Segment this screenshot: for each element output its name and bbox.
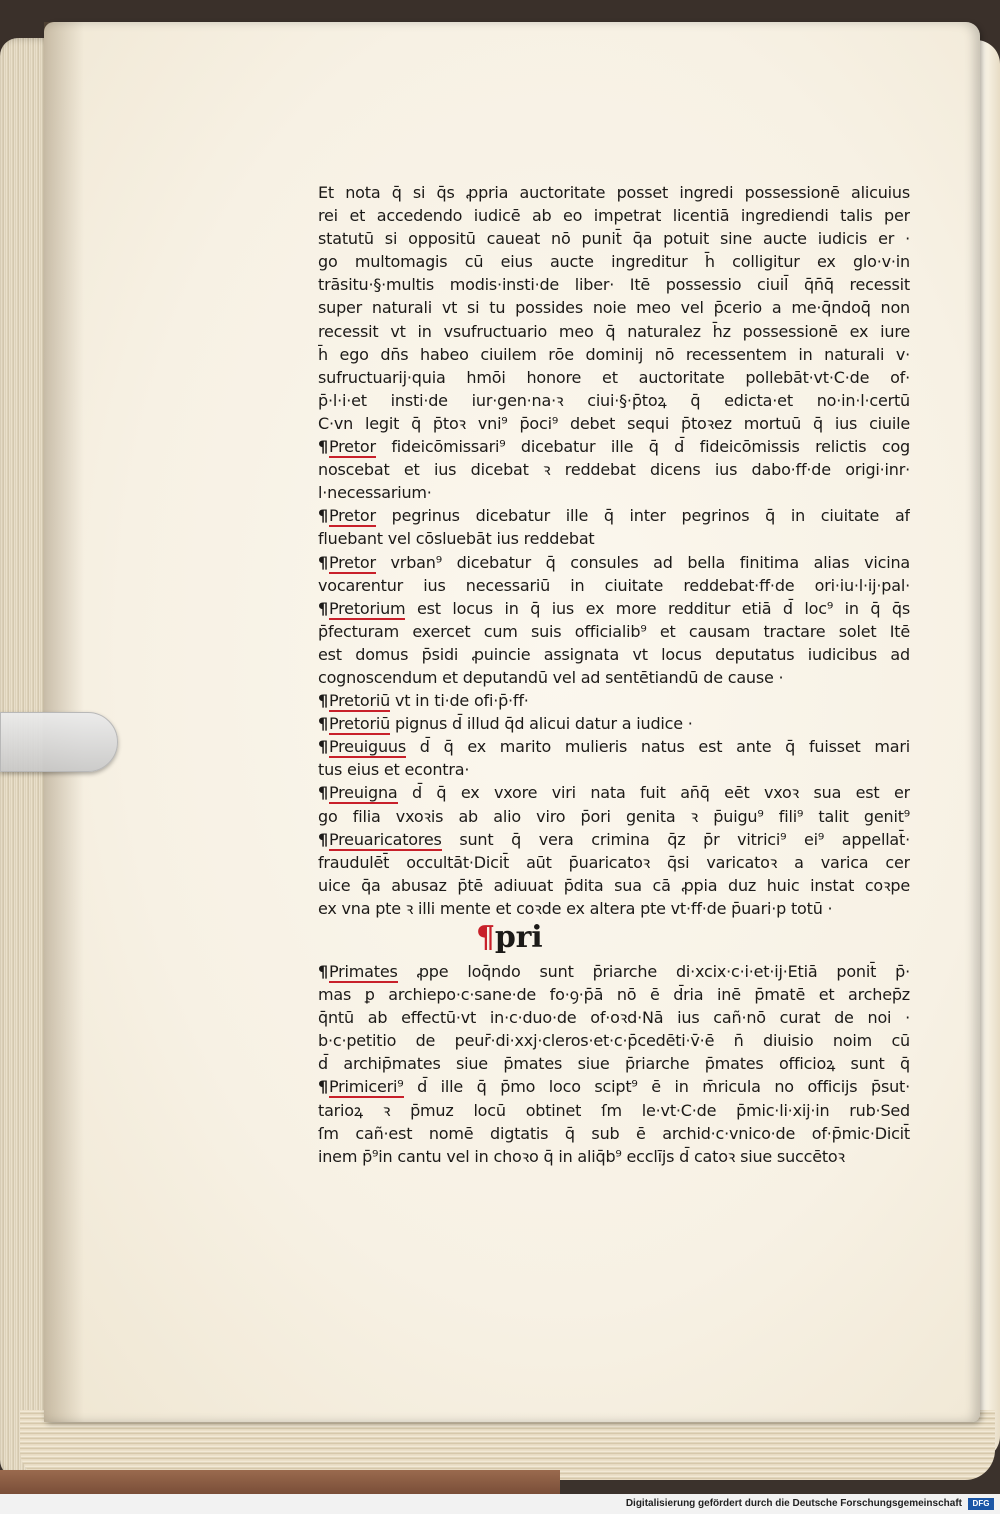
line-text: b·c·petitio de peur̄·di·xxj·cleros·et·c·p̄cedēti·v̄·ē n̄ diuisio noim cū	[318, 1031, 910, 1051]
text-line	[318, 828, 910, 851]
line-text: vt in ti·de ofi·p̄·ff·	[390, 691, 529, 711]
line-text: sufructuarij·quia hmōi honore et auctoritate pollebāt·vt·C·de of·	[318, 367, 910, 387]
text-line	[318, 389, 910, 412]
text-line	[318, 320, 910, 343]
line-text: d̄ ille q̄ p̄mo loco scipt⁹ ē in m̄ricula no officijs p̄sut·	[403, 1077, 910, 1097]
text-line	[318, 458, 910, 481]
line-text: statutū si oppositū caueat nō punit̄ q̄a potuit sine aucte iudicis er ·	[318, 229, 910, 249]
line-text: uice q̄a abusaz p̄tē adiuuat p̄dita sua cā ꝓpia duz huic instat coꝛpe	[318, 875, 910, 895]
entry-headword: Pretorium	[328, 598, 406, 618]
text-line	[318, 960, 910, 983]
line-text: p̄fecturam exercet cum suis officialib⁹ et causam tractare solet Itē	[318, 621, 910, 641]
text-line	[318, 1075, 910, 1098]
text-line	[318, 620, 910, 643]
text-line	[318, 1029, 910, 1052]
text-line	[318, 874, 910, 897]
line-text: ꝓpe loq̄ndo sunt p̄riarche di·xcix·c·i·et·ij·Etiā ponit̄ p̄·	[397, 962, 910, 981]
text-line	[318, 643, 910, 666]
book-cover-edge	[0, 1470, 560, 1494]
pilcrow-mark: ¶	[318, 437, 328, 457]
text-line	[318, 983, 910, 1006]
entry-headword: Primates	[328, 962, 398, 981]
text-line	[318, 781, 910, 804]
line-text: cognoscendum et deputandū vel ad sentētiandū de cause ·	[318, 667, 784, 687]
text-line	[318, 481, 910, 504]
text-lines-upper	[318, 181, 910, 920]
bookmark-clip	[0, 712, 118, 772]
line-text: noscebat et ius dicebat ꝛ reddebat dicens ius dabo·ff·de origi·inr·	[318, 460, 910, 480]
page-text-block	[318, 181, 910, 1168]
line-text: super naturali vt si tu possides noie meo vel p̄cerio a me·q̄ndoq̄ non	[318, 298, 910, 318]
line-text: p̄·l·i·et insti·de iur·gen·na·ꝛ ciui·§·p̄toꝝ q̄ edicta·et no·in·l·certū	[318, 390, 910, 410]
section-heading-text: pri	[494, 920, 543, 955]
line-text: h̄ ego dn̄s habeo ciuilem rōe dominij nō recessentem in naturali v·	[318, 344, 910, 364]
line-text: fluebant vel cōsluebāt ius reddebat	[318, 529, 595, 549]
text-line	[318, 758, 910, 781]
pilcrow-mark: ¶	[318, 829, 328, 849]
line-text: go multomagis cū eius aucte ingreditur h̄ colligitur ex glo·v·in	[318, 252, 910, 272]
line-text: ex vna pte ꝛ illi mente et coꝛde ex altera pte vt·ff·de p̄uari·p totū ·	[318, 898, 833, 918]
text-lines-lower	[318, 960, 910, 1168]
line-text: trāsitu·§·multis modis·insti·de liber· Itē possessio ciuil̄ q̄n̄q̄ recessit	[318, 275, 910, 295]
text-line	[318, 1145, 910, 1168]
text-line	[318, 296, 910, 319]
pilcrow-mark: ¶	[318, 1077, 328, 1097]
entry-headword: Preuaricatores	[328, 829, 442, 849]
pilcrow-mark: ¶	[318, 598, 328, 618]
line-text: go filia vxoꝛis ab alio viro p̄ori genita ꝛ p̄uigu⁹ fili⁹ talit genit⁹	[318, 806, 910, 826]
line-text: inem p̄⁹in cantu vel in choꝛo q̄ in aliq̄b⁹ ecclījs d̄ catoꝛ siue succētoꝛ	[318, 1146, 845, 1166]
line-text: d̄ archip̄mates siue p̄mates siue p̄riarche p̄mates officioꝝ sunt q̄	[318, 1054, 910, 1074]
text-line	[318, 1122, 910, 1145]
pilcrow-mark: ¶	[318, 552, 328, 572]
line-text: q̄ntū ab effectū·vt in·c·duo·de of·oꝛd·Nā ius cañ·nō curat de noi ·	[318, 1008, 910, 1028]
entry-headword: Pretoriū	[328, 714, 391, 734]
footer-credit-text: Digitalisierung gefördert durch die Deutsche Forschungsgemeinschaft	[625, 1498, 962, 1509]
text-line	[318, 250, 910, 273]
section-pilcrow: ¶	[476, 920, 495, 955]
text-line	[318, 227, 910, 250]
pilcrow-mark: ¶	[318, 737, 328, 757]
entry-headword: Pretor	[328, 506, 376, 526]
text-line	[318, 805, 910, 828]
text-line	[318, 181, 910, 204]
text-line	[318, 435, 910, 458]
line-text: d̄ q̄ ex marito mulieris natus est ante q̄ fuisset mari	[405, 737, 910, 757]
entry-headword: Pretor	[328, 437, 376, 457]
line-text: fideicōmissari⁹ dicebatur ille q̄ d̄ fideicōmissis relictis cog	[375, 437, 910, 457]
text-line	[318, 343, 910, 366]
line-text: ſm cañ·est nomē digtatis q̄ sub ē archid·c·vnico·de of·p̄mic·Dicit̄	[318, 1123, 910, 1143]
line-text: vrban⁹ dicebatur q̄ consules ad bella finitima alias vicina	[375, 552, 910, 572]
entry-headword: Primiceri⁹	[328, 1077, 404, 1097]
dfg-logo: DFG	[968, 1498, 994, 1510]
text-line	[318, 527, 910, 550]
text-line	[318, 504, 910, 527]
line-text: pegrinus dicebatur ille q̄ inter pegrinos q̄ in ciuitate af	[375, 506, 910, 526]
text-line	[318, 735, 910, 758]
text-line	[318, 366, 910, 389]
text-line	[318, 851, 910, 874]
line-text: vocarentur ius necessariū in ciuitate reddebat·ff·de ori·iu·l·ij·pal·	[318, 575, 910, 595]
text-line	[318, 1006, 910, 1029]
line-text: d̄ q̄ ex vxore viri nata fuit an̄q̄ eēt vxoꝛ sua est er	[397, 783, 910, 803]
text-line	[318, 273, 910, 296]
pilcrow-mark: ¶	[318, 691, 328, 711]
text-line	[318, 551, 910, 574]
line-text: mas ꝑ archiepo·c·sane·de fo·ꝯ·p̄ā nō ē d̄ria inē p̄matē et archep̄z	[318, 985, 910, 1005]
pilcrow-mark: ¶	[318, 962, 328, 981]
text-line	[318, 1099, 910, 1122]
line-text: est domus p̄sidi ꝓuincie assignata vt locus deputatus iudicibus ad	[318, 644, 910, 664]
entry-headword: Preuigna	[328, 783, 398, 803]
pilcrow-mark: ¶	[318, 783, 328, 803]
text-line	[318, 574, 910, 597]
text-line	[318, 1052, 910, 1075]
line-text: Et nota q̄ si q̄s ꝓpria auctoritate posset ingredi possessionē alicuius	[318, 183, 910, 202]
line-text: tus eius et econtra·	[318, 760, 470, 780]
entry-headword: Pretor	[328, 552, 376, 572]
section-heading	[318, 920, 910, 960]
pilcrow-mark: ¶	[318, 714, 328, 734]
line-text: est locus in q̄ ius ex more redditur etiā d̄ loc⁹ in q̄ q̄s	[405, 598, 910, 618]
text-line	[318, 712, 910, 735]
digitization-footer	[0, 1494, 1000, 1514]
entry-headword: Pretoriū	[328, 691, 391, 711]
text-line	[318, 597, 910, 620]
text-line	[318, 897, 910, 920]
line-text: rei et accedendo iudicē ab eo impetrat licentiā ingrediendi talis per	[318, 206, 910, 226]
entry-headword: Preuiguus	[328, 737, 406, 757]
text-line	[318, 204, 910, 227]
line-text: fraudulēt̄ occultāt·Dicit̄ aūt p̄uaricatoꝛ q̄si varicatoꝛ a varica cer	[318, 852, 910, 872]
line-text: tarioꝝ ꝛ p̄muz locū obtinet ſm le·vt·C·de p̄mic·li·xij·in rub·Sed	[318, 1100, 910, 1120]
line-text: C·vn legit q̄ p̄toꝛ vni⁹ p̄oci⁹ debet sequi p̄toꝛez mortuū q̄ ius ciuile	[318, 413, 910, 433]
text-line	[318, 689, 910, 712]
pilcrow-mark: ¶	[318, 506, 328, 526]
text-line	[318, 412, 910, 435]
line-text: recessit vt in vsufructuario meo q̄ naturalez h̄z possessionē ex iure	[318, 321, 910, 341]
line-text: pignus d̄ illud q̄d alicui datur a iudice ·	[390, 714, 693, 734]
text-line	[318, 666, 910, 689]
line-text: sunt q̄ vera crimina q̄z p̄r vitrici⁹ ei⁹ appellat̄·	[441, 829, 910, 849]
line-text: l·necessarium·	[318, 483, 432, 503]
